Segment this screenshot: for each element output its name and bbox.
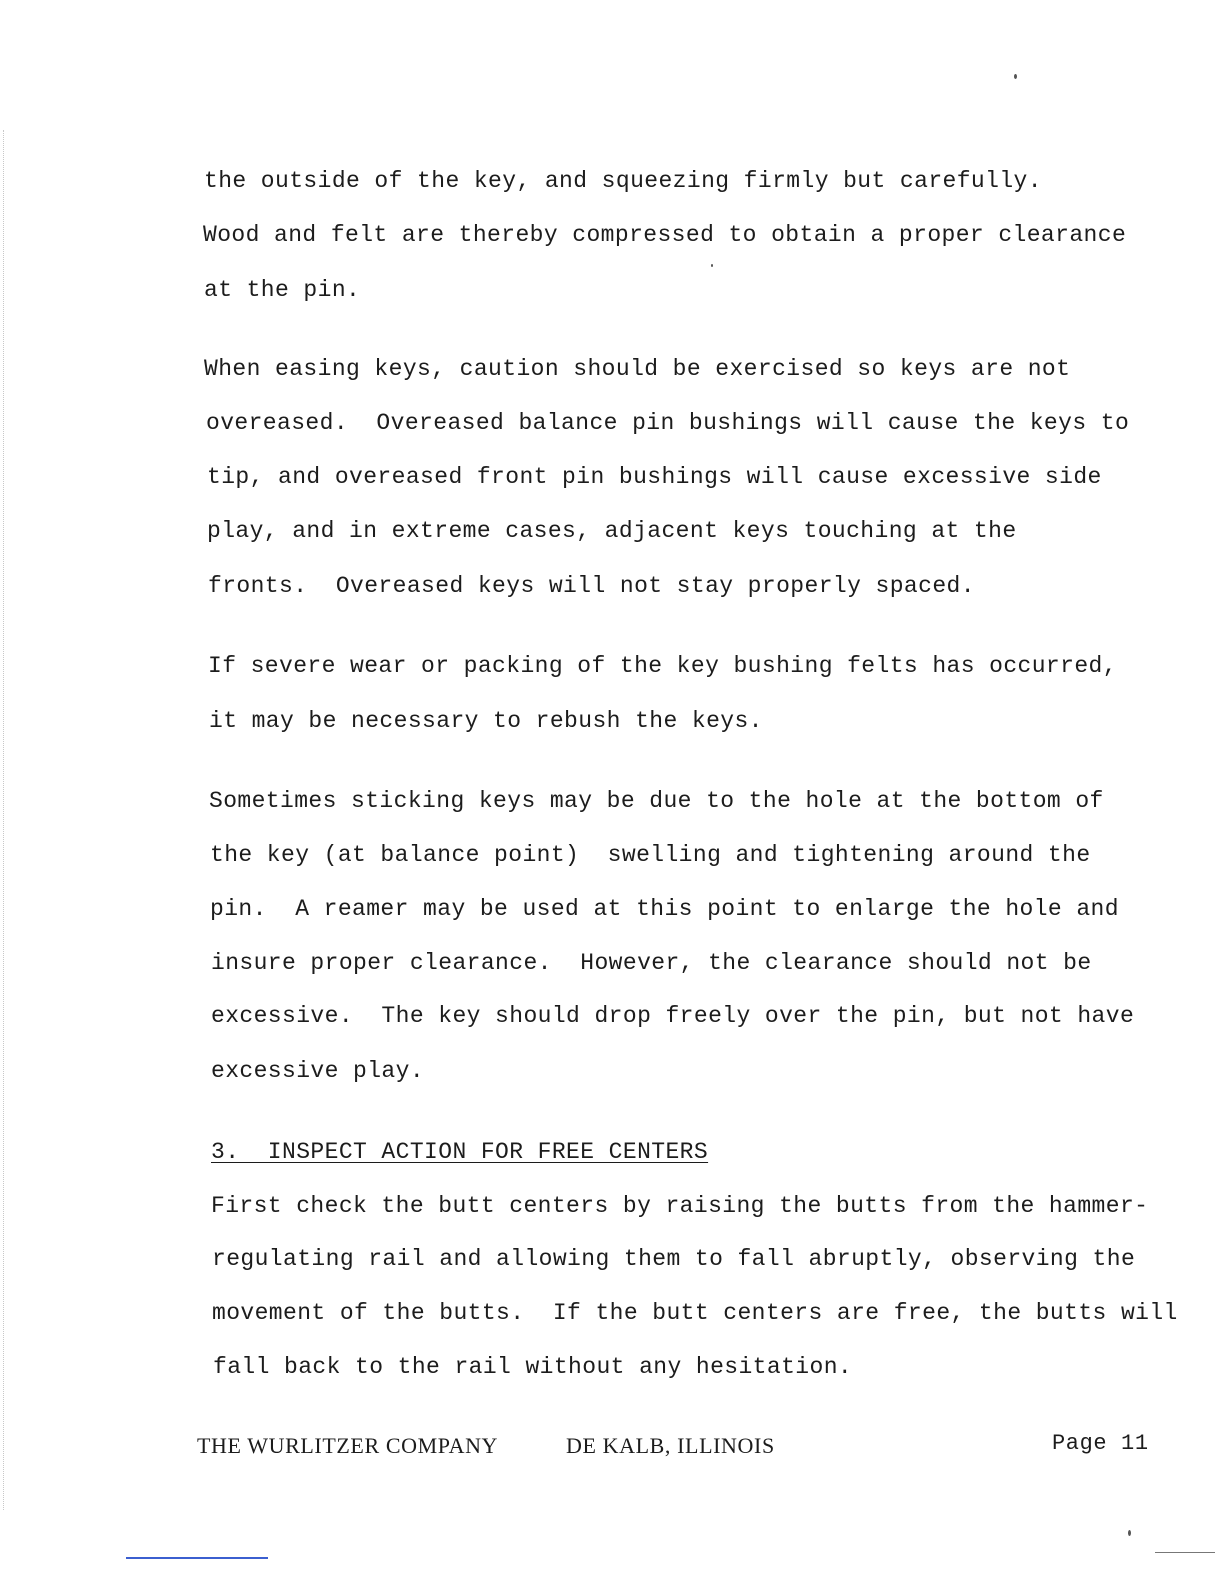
body-line: insure proper clearance. However, the clearance should not be	[211, 950, 1092, 976]
scan-speck	[1128, 1530, 1131, 1536]
body-line: movement of the butts. If the butt centers are free, the butts will	[212, 1300, 1178, 1326]
body-line: When easing keys, caution should be exercised so keys are not	[204, 356, 1071, 382]
body-line: play, and in extreme cases, adjacent keys touching at the	[207, 518, 1017, 544]
body-line: tip, and overeased front pin bushings will cause excessive side	[207, 464, 1102, 490]
scan-edge-rule	[126, 1557, 268, 1559]
body-line: If severe wear or packing of the key bushing felts has occurred,	[208, 653, 1117, 679]
body-line: Sometimes sticking keys may be due to the hole at the bottom of	[209, 788, 1104, 814]
body-line: pin. A reamer may be used at this point to enlarge the hole and	[210, 896, 1119, 922]
footer-page-number: Page 11	[1052, 1431, 1149, 1456]
scan-corner-rule	[1155, 1552, 1215, 1553]
footer-company: THE WURLITZER COMPANY	[197, 1433, 499, 1458]
body-line: the key (at balance point) swelling and tightening around the	[210, 842, 1091, 868]
footer-location: DE KALB, ILLINOIS	[566, 1433, 775, 1458]
body-line: fronts. Overeased keys will not stay properly spaced.	[208, 573, 975, 599]
scan-speck	[711, 264, 713, 267]
scan-speck	[1014, 74, 1017, 79]
body-line: fall back to the rail without any hesitation.	[213, 1354, 853, 1380]
body-line: overeased. Overeased balance pin bushings will cause the keys to	[206, 410, 1130, 436]
body-line: excessive play.	[211, 1058, 425, 1084]
body-line: it may be necessary to rebush the keys.	[209, 708, 763, 734]
section-heading: 3. INSPECT ACTION FOR FREE CENTERS	[211, 1139, 709, 1165]
body-line: regulating rail and allowing them to fall abruptly, observing the	[212, 1246, 1136, 1272]
body-line: Wood and felt are thereby compressed to obtain a proper clearance	[203, 222, 1127, 248]
body-line: excessive. The key should drop freely over the pin, but not have	[211, 1003, 1135, 1029]
body-line: First check the butt centers by raising the butts from the hammer-	[211, 1193, 1149, 1219]
body-line: at the pin.	[204, 277, 361, 303]
scan-margin-marks	[3, 130, 6, 1510]
body-line: the outside of the key, and squeezing firmly but carefully.	[204, 168, 1042, 194]
